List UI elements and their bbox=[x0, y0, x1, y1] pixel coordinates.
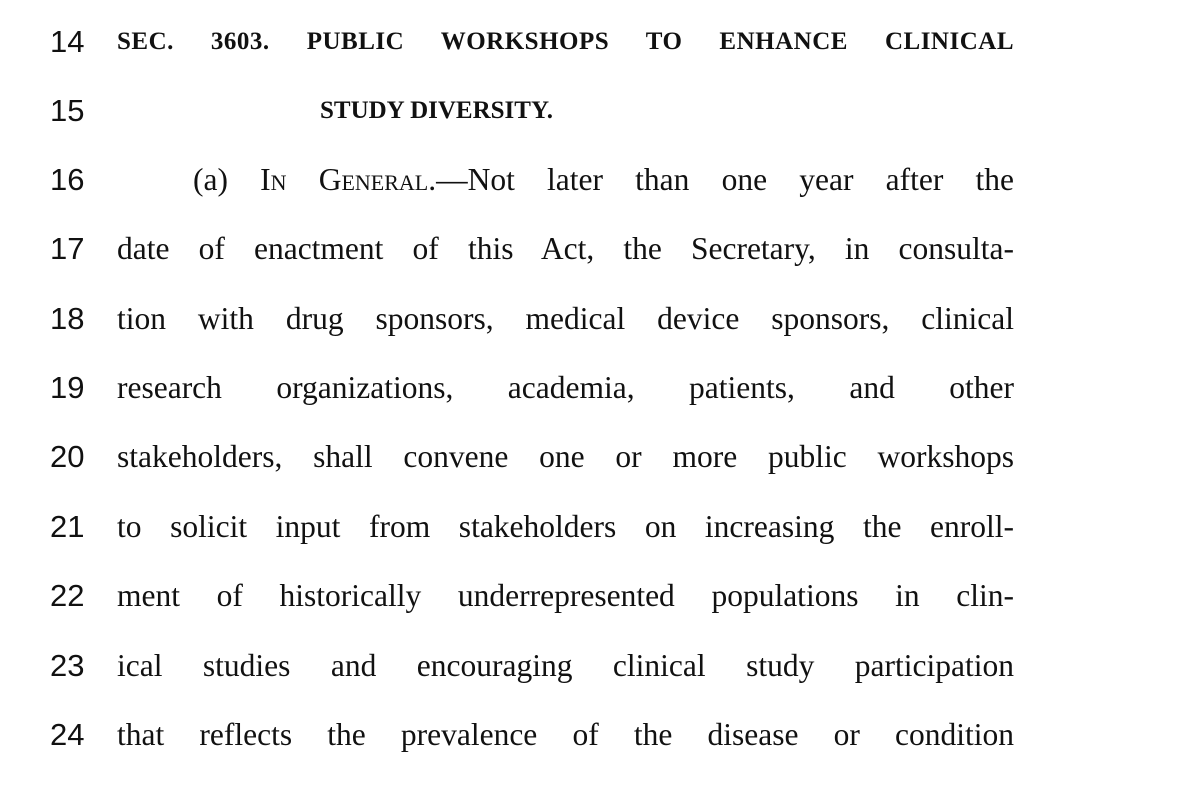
section-heading-continued: STUDY DIVERSITY. bbox=[320, 97, 553, 124]
line-number: 15 bbox=[50, 93, 85, 128]
line-number: 23 bbox=[50, 648, 85, 683]
subsection-label: (a) bbox=[193, 162, 261, 197]
line-number: 16 bbox=[50, 162, 85, 197]
body-text: date of enactment of this Act, the Secretary, in consulta- bbox=[117, 231, 1014, 266]
body-text: stakeholders, shall convene one or more public workshops bbox=[117, 439, 1014, 474]
body-text: research organizations, academia, patients, and other bbox=[117, 370, 1014, 405]
line-20 bbox=[0, 427, 1184, 487]
body-text: tion with drug sponsors, medical device sponsors, clinical bbox=[117, 301, 1014, 336]
subsection-title: In General bbox=[260, 162, 429, 197]
line-number: 24 bbox=[50, 717, 85, 752]
body-text: ment of historically underrepresented populations in clin- bbox=[117, 578, 1014, 613]
line-number: 18 bbox=[50, 301, 85, 336]
body-text-rest: .—Not later than one year after the bbox=[428, 162, 1014, 197]
line-21 bbox=[0, 497, 1184, 557]
line-number: 19 bbox=[50, 370, 85, 405]
line-number: 17 bbox=[50, 231, 85, 266]
line-19 bbox=[0, 358, 1184, 418]
body-text: to solicit input from stakeholders on increasing the enroll- bbox=[117, 509, 1014, 544]
line-number: 20 bbox=[50, 439, 85, 474]
body-text: ical studies and encouraging clinical study participation bbox=[117, 648, 1014, 683]
line-14 bbox=[0, 12, 1184, 72]
line-number: 14 bbox=[50, 24, 85, 59]
body-text bbox=[117, 150, 1014, 210]
section-heading: SEC. 3603. PUBLIC WORKSHOPS TO ENHANCE CLINICAL bbox=[117, 28, 1014, 55]
line-number: 21 bbox=[50, 509, 85, 544]
line-24 bbox=[0, 705, 1184, 765]
line-22 bbox=[0, 566, 1184, 626]
body-text: that reflects the prevalence of the disease or condition bbox=[117, 717, 1014, 752]
line-23 bbox=[0, 636, 1184, 696]
line-18 bbox=[0, 289, 1184, 349]
line-number: 22 bbox=[50, 578, 85, 613]
line-15 bbox=[0, 81, 1184, 141]
line-16 bbox=[0, 150, 1184, 210]
line-17 bbox=[0, 219, 1184, 279]
